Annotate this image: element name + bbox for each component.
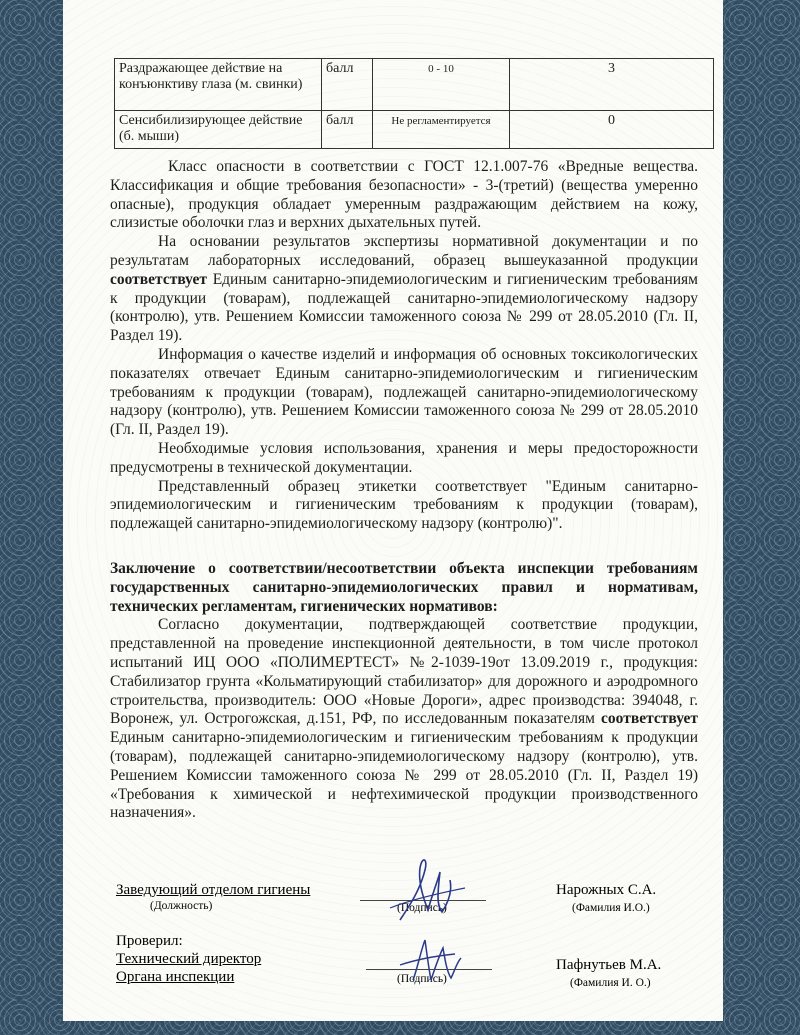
signer-name: Пафнутьев М.А.: [556, 957, 662, 973]
norm-cell: 0 - 10: [373, 59, 510, 111]
name-caption: (Фамилия И.О.): [572, 902, 650, 914]
conclusion-paragraph: [110, 616, 698, 823]
table-row: [115, 59, 714, 111]
toxicology-table: [114, 58, 714, 149]
unit-cell: балл: [322, 111, 373, 149]
position-title-line1: Технический директор: [116, 951, 262, 967]
handwritten-signature-1: [380, 850, 480, 930]
usage-conditions-paragraph: Необходимые условия использования, хранения и меры предосторожности предусмотрены в технической документации.: [110, 439, 698, 476]
document-body: [110, 58, 698, 823]
value-cell: 3: [510, 59, 714, 111]
conforms-bold: соответствует: [601, 710, 698, 728]
position-title: Заведующий отделом гигиены: [116, 882, 311, 898]
expertise-text-rest: Единым санитарно-эпидемиологическим и гигиеническим требованиям к продукции (товарам), подлежащей санитарно-эпидемиологическому надзору (контролю), утв. Решением Комиссии таможенного союза № 299 от 28.05.2010 (Гл. II, Раздел 19).: [110, 270, 698, 345]
signature-caption: (Подпись): [397, 973, 447, 985]
hazard-class-paragraph: Класс опасности в соответствии с ГОСТ 12.1.007-76 «Вредные вещества. Классификация и общие требования безопасности» - 3-(третий) (вещества умеренно опасные), продукция обладает умеренным раздражающим действием на кожу, слизистые оболочки глаз и верхних дыхательных путей.: [110, 158, 698, 232]
conforms-bold: соответствует: [110, 270, 207, 288]
expertise-paragraph: [110, 233, 698, 346]
table-row: [115, 111, 714, 149]
label-paragraph: Представленный образец этикетки соответствует "Единым санитарно-эпидемиологическим и гигиеническим требованиям к продукции (товарам), подлежащей санитарно-эпидемиологическому надзору (контролю)".: [110, 477, 698, 533]
conclusion-text-rest: Единым санитарно-эпидемиологическим и гигиеническим требованиям к продукции (товарам), подлежащей санитарно-эпидемиологическому надзору (контролю), утв. Решением Комиссии таможенного союза № 299 от 28.05.2010 (Гл. II, Раздел 19) «Требования к химической и нефтехимической продукции производственного назначения».: [110, 729, 698, 822]
signer-name: Нарожных С.А.: [556, 882, 657, 898]
expertise-text: На основании результатов экспертизы нормативной документации и по результатам лабораторных исследований, образец вышеуказанной продукции: [110, 233, 698, 269]
name-caption: (Фамилия И. О.): [570, 977, 651, 989]
position-title-line2: Органа инспекции: [116, 969, 235, 985]
unit-cell: балл: [322, 59, 373, 111]
toxicology-info-paragraph: Информация о качестве изделий и информация об основных токсикологических показателях отвечает Единым санитарно-эпидемиологическим и гигиеническим требованиям к продукции (товарам), подлежащей санитарно-эпидемиологическому надзору (контролю), утв. Решением Комиссии таможенного союза № 299 от 28.05.2010 (Гл. II, Раздел 19).: [110, 345, 698, 439]
position-caption: (Должность): [150, 900, 213, 912]
indicator-cell: Раздражающее действие на конъюнктиву глаза (м. свинки): [115, 59, 322, 111]
indicator-cell: Сенсибилизирующее действие (б. мыши): [115, 111, 322, 149]
value-cell: 0: [510, 111, 714, 149]
checked-label: Проверил:: [116, 933, 183, 949]
conclusion-text: Согласно документации, подтверждающей соответствие продукции, представленной на проведение инспекционной деятельности, в том числе протокол испытаний ИЦ ООО «ПОЛИМЕРТЕСТ» №2-1039-19от 13.09.2019 г., продукция: Стабилизатор грунта «Кольматирующий стабилизатор» для дорожного и аэродромного строительства, производитель: ООО «Новые Дороги», адрес производства: 394048, г. Воронеж, ул. Острогожская, д.151, РФ, по исследованным показателям: [110, 616, 698, 728]
norm-cell: Не регламентируется: [373, 111, 510, 149]
conclusion-heading: Заключение о соответствии/несоответствии объекта инспекции требованиям государственных санитарно-эпидемиологических правил и нормативам, технических регламентам, гигиенических нормативов:: [110, 559, 698, 615]
handwritten-signature-2: [395, 930, 485, 990]
signature-caption: (Подпись): [397, 902, 447, 914]
